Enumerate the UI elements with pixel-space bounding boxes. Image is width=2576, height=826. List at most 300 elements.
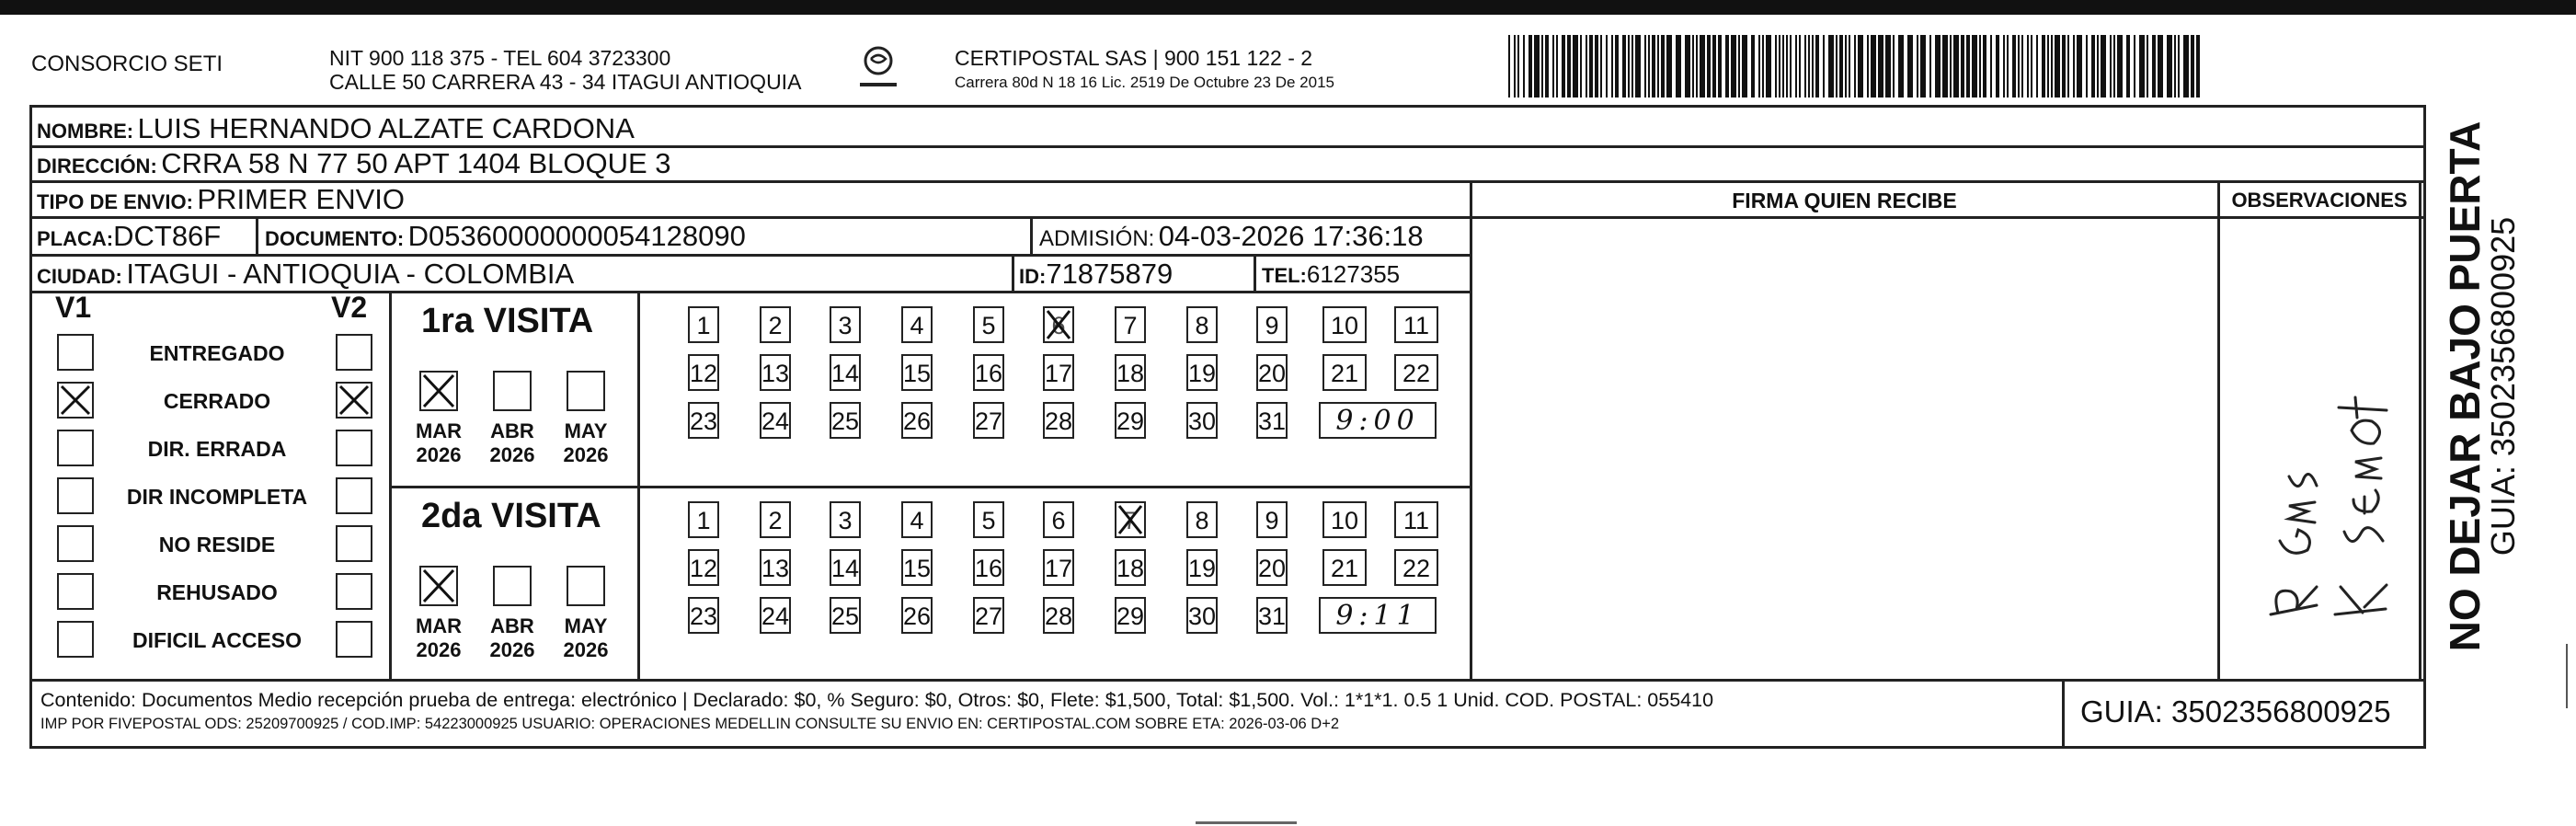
barcode-bar — [2042, 35, 2045, 98]
barcode-bar — [1666, 35, 1672, 98]
barcode-bar — [2147, 35, 2148, 98]
month-checkbox[interactable] — [493, 566, 532, 606]
day-box[interactable] — [973, 549, 1004, 586]
barcode-bar — [1562, 35, 1565, 98]
v1-checkbox[interactable] — [57, 573, 94, 610]
reason-label: CERRADO — [163, 389, 271, 413]
day-box[interactable] — [901, 354, 933, 391]
day-box[interactable] — [1322, 501, 1367, 538]
barcode-bar — [2183, 35, 2189, 98]
day-number: 25 — [831, 602, 860, 630]
barcode-bar — [1878, 35, 1883, 98]
day-box[interactable] — [1043, 501, 1074, 538]
barcode-bar — [1611, 35, 1613, 98]
day-box[interactable] — [973, 501, 1004, 538]
day-box[interactable] — [688, 501, 719, 538]
month-name: MAR — [415, 419, 463, 442]
barcode-bar — [1920, 35, 1926, 98]
barcode-bar — [2110, 35, 2112, 98]
day-box[interactable] — [688, 306, 719, 343]
day-number: 14 — [831, 555, 860, 582]
day-box[interactable] — [1322, 306, 1367, 343]
v2-checkbox[interactable] — [336, 382, 372, 419]
day-number: 17 — [1045, 555, 1073, 582]
barcode-bar — [1795, 35, 1797, 98]
vline-admision — [1030, 216, 1033, 254]
day-number: 8 — [1195, 507, 1209, 534]
barcode-bar — [1815, 35, 1819, 98]
x-mark — [338, 384, 371, 417]
barcode-bar — [1628, 35, 1630, 98]
day-number: 1 — [696, 312, 711, 339]
day-box[interactable] — [760, 354, 791, 391]
observaciones-handwriting — [2220, 219, 2419, 679]
day-box[interactable] — [1186, 402, 1218, 439]
footer-line1: Contenido: Documentos Medio recepción prueba de entrega: electrónico | Declarado: $0, % Seguro: $0, Otros: $0, Flete: $1,500, Total: $1,500. Vol.: 1*1*1. 0.5 1 Unid. COD. POSTAL: 055410 — [40, 689, 1714, 711]
month-label — [483, 419, 542, 467]
day-box[interactable] — [901, 306, 933, 343]
day-number: 13 — [761, 555, 790, 582]
barcode-bar — [1622, 35, 1626, 98]
day-number: 14 — [831, 360, 860, 387]
barcode-bar — [1929, 35, 1931, 98]
month-label — [556, 614, 615, 662]
day-box[interactable] — [1043, 597, 1074, 634]
day-number: 28 — [1045, 602, 1073, 630]
barcode-bar — [1779, 35, 1780, 98]
v1-checkbox[interactable] — [57, 525, 94, 562]
day-number: 15 — [903, 555, 932, 582]
admision-value: 04-03-2026 17:36:18 — [1158, 220, 1424, 252]
placa-label: PLACA: — [37, 227, 114, 250]
v2-label: V2 — [331, 291, 368, 324]
barcode-bar — [1854, 35, 1856, 98]
barcode-bar — [2178, 35, 2180, 98]
day-number: 29 — [1116, 602, 1145, 630]
v1-checkbox[interactable] — [57, 334, 94, 371]
day-box[interactable] — [1186, 501, 1218, 538]
day-box[interactable] — [1043, 549, 1074, 586]
x-mark — [1116, 503, 1144, 536]
day-box[interactable] — [688, 597, 719, 634]
month-checkbox[interactable] — [493, 371, 532, 411]
barcode-bar — [1996, 35, 1999, 98]
barcode-bar — [1700, 35, 1705, 98]
month-name: MAY — [564, 614, 608, 637]
id-label: ID: — [1019, 265, 1047, 288]
visit-time-box[interactable]: 9:00 — [1319, 402, 1437, 439]
day-box[interactable] — [1394, 306, 1438, 343]
month-year: 2026 — [416, 638, 462, 661]
day-box[interactable] — [688, 402, 719, 439]
day-number: 3 — [838, 507, 853, 534]
barcode-bar — [2003, 35, 2005, 98]
footer-guia: GUIA: 3502356800925 — [2080, 694, 2391, 728]
v2-checkbox[interactable] — [336, 573, 372, 610]
day-box[interactable] — [1322, 549, 1367, 586]
v1-checkbox[interactable] — [57, 477, 94, 514]
month-checkbox[interactable] — [567, 371, 605, 411]
day-box[interactable] — [1394, 501, 1438, 538]
barcode-bar — [1845, 35, 1847, 98]
barcode-bar — [2126, 35, 2130, 98]
day-box[interactable] — [1115, 354, 1146, 391]
barcode-bar — [1556, 35, 1558, 98]
day-box[interactable] — [1256, 501, 1288, 538]
v2-checkbox[interactable] — [336, 430, 372, 466]
day-box[interactable] — [1043, 354, 1074, 391]
day-box[interactable] — [1115, 549, 1146, 586]
v2-checkbox[interactable] — [336, 621, 372, 658]
tipo-row — [37, 183, 405, 216]
barcode-bar — [1950, 35, 1952, 98]
barcode-bar — [2097, 35, 2099, 98]
day-number: 18 — [1116, 360, 1145, 387]
barcode-bar — [2051, 35, 2053, 98]
barcode-bar — [1514, 35, 1516, 98]
barcode-bar — [1589, 35, 1593, 98]
vline-months-days — [637, 291, 640, 679]
barcode-bar — [1786, 35, 1788, 98]
vline-id — [1012, 254, 1014, 291]
barcode-bar — [1580, 35, 1582, 98]
line-below-ciudad — [29, 291, 1471, 293]
barcode-bar — [1631, 35, 1633, 98]
barcode-bar — [1758, 35, 1760, 98]
day-box[interactable] — [1256, 549, 1288, 586]
month-checkbox[interactable] — [567, 566, 605, 606]
day-box[interactable] — [1043, 402, 1074, 439]
day-box[interactable] — [973, 597, 1004, 634]
month-checkbox[interactable] — [419, 371, 458, 411]
barcode-bar — [2073, 35, 2075, 98]
barcode-bar — [2018, 35, 2020, 98]
barcode-bar — [1790, 35, 1792, 98]
company-nit: NIT 900 118 375 - TEL 604 3723300 — [329, 46, 671, 70]
observaciones-header: OBSERVACIONES — [2231, 189, 2408, 212]
day-number: 16 — [975, 555, 1003, 582]
barcode-bar — [2047, 35, 2049, 98]
day-box[interactable] — [1394, 354, 1438, 391]
barcode-bar — [1871, 35, 1876, 98]
month-year: 2026 — [416, 443, 462, 466]
month-year: 2026 — [563, 443, 609, 466]
v1-checkbox[interactable] — [57, 621, 94, 658]
day-box[interactable] — [760, 597, 791, 634]
id-row — [1019, 258, 1173, 291]
day-box[interactable] — [1394, 549, 1438, 586]
day-box[interactable] — [1256, 306, 1288, 343]
day-box[interactable] — [973, 402, 1004, 439]
reason-label: REHUSADO — [156, 580, 278, 604]
vline-placa — [256, 216, 258, 254]
barcode-bar — [1692, 35, 1694, 98]
barcode-bar — [2134, 35, 2135, 98]
barcode-bar — [1712, 35, 1716, 98]
barcode-bar — [1885, 35, 1891, 98]
barcode-bar — [1685, 35, 1690, 98]
day-box[interactable] — [830, 501, 861, 538]
v2-checkbox[interactable] — [336, 334, 372, 371]
day-box[interactable] — [688, 549, 719, 586]
day-box[interactable] — [973, 354, 1004, 391]
barcode-bar — [1644, 35, 1646, 98]
barcode-bar — [1652, 35, 1655, 98]
month-label — [409, 614, 468, 662]
day-number: 12 — [690, 555, 718, 582]
barcode-bar — [2113, 35, 2115, 98]
barcode-bar — [1517, 35, 1519, 98]
barcode-bar — [1858, 35, 1863, 98]
day-number: 6 — [1051, 507, 1066, 534]
day-box[interactable] — [1322, 354, 1367, 391]
barcode-bar — [2139, 35, 2145, 98]
v2-checkbox[interactable] — [336, 477, 372, 514]
barcode-bar — [1836, 35, 1838, 98]
day-number: 7 — [1123, 507, 1138, 534]
v1-label: V1 — [55, 291, 92, 324]
day-box[interactable] — [1186, 354, 1218, 391]
barcode-bar — [1828, 35, 1834, 98]
day-number: 11 — [1402, 507, 1430, 534]
day-box[interactable] — [830, 306, 861, 343]
month-year: 2026 — [489, 443, 535, 466]
day-number: 16 — [975, 360, 1003, 387]
barcode-bar — [1775, 35, 1777, 98]
day-box[interactable] — [830, 354, 861, 391]
barcode-bar — [1762, 35, 1764, 98]
day-box[interactable] — [688, 354, 719, 391]
top-edge-band — [0, 0, 2576, 15]
barcode-bar — [1534, 35, 1540, 98]
x-mark — [421, 568, 456, 604]
company-name: CONSORCIO SETI — [31, 52, 223, 76]
day-box[interactable] — [760, 402, 791, 439]
day-number: 21 — [1330, 360, 1359, 387]
barcode-bar — [1508, 35, 1510, 98]
direccion-label: DIRECCIÓN: — [37, 155, 157, 178]
day-number: 15 — [903, 360, 932, 387]
side-guia: GUIA: 3502356800925 — [2484, 216, 2522, 556]
line-below-tipo — [29, 216, 1471, 219]
day-box[interactable] — [1256, 354, 1288, 391]
footer-line2: IMP POR FIVEPOSTAL ODS: 25209700925 / COD.IMP: 54223000925 USUARIO: OPERACIONES MEDELLIN CONSULTE SU ENVIO EN: CERTIPOSTAL.COM SOBRE ETA: 2026-03-06 D+2 — [40, 716, 1340, 732]
documento-label: DOCUMENTO: — [265, 227, 405, 250]
barcode-bar — [1676, 35, 1681, 98]
reason-label: DIR INCOMPLETA — [126, 485, 308, 509]
v1-checkbox[interactable] — [57, 430, 94, 466]
day-number: 1 — [696, 507, 711, 534]
month-year: 2026 — [563, 638, 609, 661]
barcode-bar — [1953, 35, 1959, 98]
tel-value: 6127355 — [1306, 260, 1401, 288]
barcode-bar — [1898, 35, 1904, 98]
company-address: CALLE 50 CARRERA 43 - 34 ITAGUI ANTIOQUIA — [329, 70, 802, 94]
day-number: 7 — [1123, 312, 1138, 339]
scan-edge-mark — [2566, 644, 2568, 708]
day-number: 22 — [1402, 555, 1431, 582]
day-number: 19 — [1188, 555, 1217, 582]
barcode-bar — [1635, 35, 1641, 98]
barcode-bar — [2152, 35, 2156, 98]
barcode-bar — [2117, 35, 2123, 98]
barcode-bar — [1718, 35, 1722, 98]
month-label — [483, 614, 542, 662]
barcode-bar — [1812, 35, 1814, 98]
month-label — [409, 419, 468, 467]
month-checkbox[interactable] — [419, 566, 458, 606]
day-box[interactable] — [1256, 402, 1288, 439]
barcode-bar — [2027, 35, 2029, 98]
direccion-row — [37, 147, 671, 180]
x-mark — [421, 373, 456, 409]
nombre-label: NOMBRE: — [37, 120, 134, 143]
barcode-bar — [2167, 35, 2172, 98]
x-mark — [59, 384, 92, 417]
day-box[interactable] — [1115, 402, 1146, 439]
day-number: 5 — [981, 507, 996, 534]
firma-header: FIRMA QUIEN RECIBE — [1732, 189, 1957, 212]
side-no-dejar: NO DEJAR BAJO PUERTA — [2441, 120, 2489, 652]
day-number: 24 — [761, 602, 790, 630]
barcode-bar — [1979, 35, 1981, 98]
day-number: 9 — [1265, 507, 1279, 534]
barcode-bar — [1961, 35, 1964, 98]
barcode-bar — [1935, 35, 1941, 98]
day-number: 8 — [1195, 312, 1209, 339]
barcode-bar — [2091, 35, 2095, 98]
vline-tel — [1254, 254, 1256, 291]
day-number: 12 — [690, 360, 718, 387]
day-number: 9 — [1265, 312, 1279, 339]
barcode-bar — [1942, 35, 1948, 98]
visit-title: 1ra VISITA — [421, 302, 594, 340]
day-number: 26 — [903, 602, 932, 630]
barcode-bar — [1742, 35, 1747, 98]
day-box[interactable] — [760, 501, 791, 538]
reason-label: DIFICIL ACCESO — [132, 628, 302, 652]
vline-footer-guia — [2062, 679, 2065, 749]
barcode-bar — [1804, 35, 1806, 98]
line-above-footer — [29, 679, 2426, 682]
vline-firma-left — [1470, 180, 1472, 681]
day-box[interactable] — [1115, 306, 1146, 343]
day-box[interactable] — [901, 549, 933, 586]
barcode-bar — [2196, 35, 2200, 98]
day-number: 11 — [1402, 312, 1430, 339]
day-number: 18 — [1116, 555, 1145, 582]
day-number: 23 — [690, 407, 718, 435]
nombre-row — [37, 112, 635, 145]
barcode-bar — [1661, 35, 1665, 98]
day-number: 29 — [1116, 407, 1145, 435]
barcode-bar — [2174, 35, 2176, 98]
v1-checkbox[interactable] — [57, 382, 94, 419]
day-box[interactable] — [830, 402, 861, 439]
barcode-bar — [1586, 35, 1587, 98]
day-box[interactable] — [1043, 306, 1074, 343]
day-number: 27 — [975, 602, 1003, 630]
ciudad-value: ITAGUI - ANTIOQUIA - COLOMBIA — [126, 258, 575, 290]
barcode-bar — [1972, 35, 1977, 98]
day-box[interactable] — [1186, 549, 1218, 586]
tipo-label: TIPO DE ENVIO: — [37, 190, 193, 213]
barcode — [1508, 35, 2204, 98]
day-box[interactable] — [760, 549, 791, 586]
day-number: 17 — [1045, 360, 1073, 387]
barcode-bar — [1983, 35, 1986, 98]
month-name: MAY — [564, 419, 608, 442]
barcode-bar — [1766, 35, 1771, 98]
barcode-bar — [1545, 35, 1549, 98]
barcode-bar — [1606, 35, 1608, 98]
barcode-bar — [1615, 35, 1619, 98]
barcode-bar — [1541, 35, 1543, 98]
barcode-bar — [2101, 35, 2106, 98]
day-number: 27 — [975, 407, 1003, 435]
day-number: 6 — [1051, 312, 1066, 339]
day-number: 19 — [1188, 360, 1217, 387]
barcode-bar — [1907, 35, 1913, 98]
day-box[interactable] — [830, 549, 861, 586]
barcode-bar — [1849, 35, 1850, 98]
barcode-bar — [1648, 35, 1650, 98]
day-box[interactable] — [901, 597, 933, 634]
day-box[interactable] — [901, 402, 933, 439]
documento-row — [265, 220, 746, 253]
x-mark — [1045, 308, 1072, 341]
visit-title: 2da VISITA — [421, 497, 601, 535]
barcode-bar — [1917, 35, 1918, 98]
admision-label: ADMISIÓN: — [1039, 226, 1155, 251]
reason-label: ENTREGADO — [149, 341, 285, 365]
barcode-bar — [1867, 35, 1869, 98]
barcode-bar — [1893, 35, 1895, 98]
barcode-bar — [2007, 35, 2009, 98]
barcode-bar — [1567, 35, 1571, 98]
barcode-bar — [1552, 35, 1554, 98]
vline-obs-right — [2419, 180, 2421, 681]
barcode-bar — [2077, 35, 2082, 98]
day-number: 5 — [981, 312, 996, 339]
day-number: 20 — [1258, 360, 1287, 387]
day-number: 30 — [1188, 407, 1217, 435]
barcode-bar — [1990, 35, 1992, 98]
day-box[interactable] — [1256, 597, 1288, 634]
barcode-bar — [1808, 35, 1810, 98]
barcode-bar — [2036, 35, 2038, 98]
barcode-bar — [1731, 35, 1736, 98]
scan-edge-mark-bottom — [1196, 821, 1297, 824]
month-name: MAR — [415, 614, 463, 637]
day-box[interactable] — [1186, 306, 1218, 343]
day-box[interactable] — [973, 306, 1004, 343]
tipo-value: PRIMER ENVIO — [197, 183, 406, 215]
day-box[interactable] — [760, 306, 791, 343]
barcode-bar — [1657, 35, 1659, 98]
day-number: 23 — [690, 602, 718, 630]
barcode-bar — [1751, 35, 1755, 98]
day-box[interactable] — [901, 501, 933, 538]
day-box[interactable] — [1186, 597, 1218, 634]
day-number: 13 — [761, 360, 790, 387]
day-number: 26 — [903, 407, 932, 435]
day-box[interactable] — [1115, 597, 1146, 634]
v2-checkbox[interactable] — [336, 525, 372, 562]
day-box[interactable] — [830, 597, 861, 634]
day-box[interactable] — [1115, 501, 1146, 538]
visit-time-box[interactable]: 9:11 — [1319, 597, 1437, 634]
